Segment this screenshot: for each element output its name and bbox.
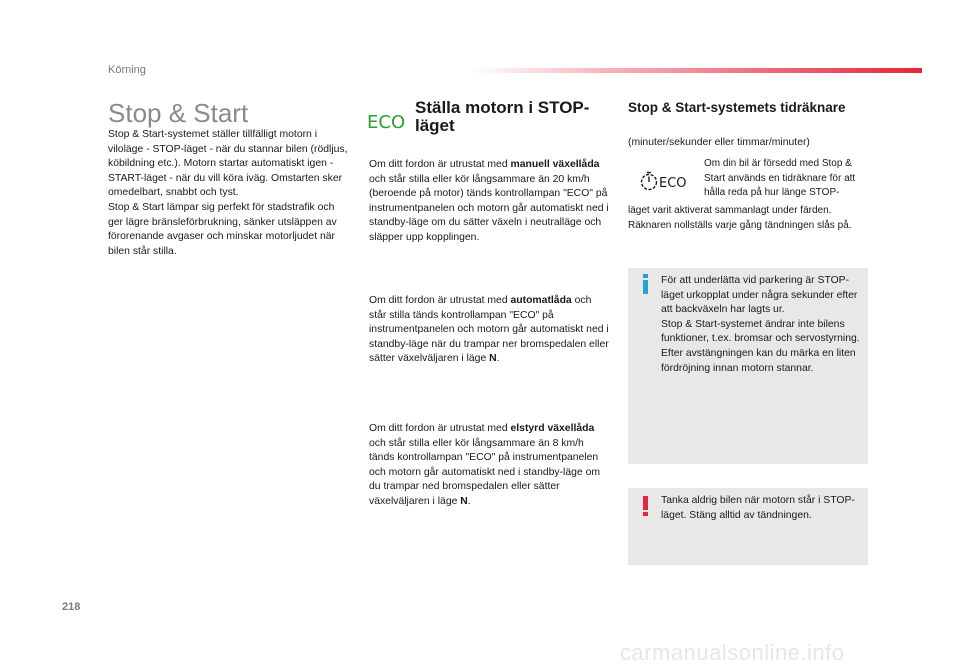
info-icon (639, 272, 653, 296)
info-text: För att underlätta vid parkering är STOP-läget urkopplat under några sekunder efter att backväxeln har lagts ur. Stop & Start-systemet ändrar inte bilens funktioner, t.ex. bromsar och servostyrning. Efter avstängningen kan du märka en liten fördröjning innan motorn stannar. (661, 275, 860, 374)
eco-icon (366, 110, 408, 132)
eco-icon-label: ECO (367, 112, 406, 132)
intro-paragraph-1: Stop & Start-systemet ställer tillfälligt motorn i viloläge - STOP-läget - när du stannar bilen (rödljus, köbildning etc.). Motorn startar automatiskt igen - START-läget - när du vill köra iväg. Omstarten sker omedelbart, snabbt och tyst. (108, 129, 348, 199)
page-title: Stop & Start (108, 98, 249, 128)
warning-text: Tanka aldrig bilen när motorn står i STOP-läget. Stäng alltid av tändningen. (661, 495, 855, 521)
section-label: Körning (108, 64, 146, 76)
timer-text-1: Om din bil är försedd med Stop & Start används en tidräknare för att hålla reda på hur länge STOP- (704, 158, 856, 199)
page-number: 218 (62, 601, 81, 613)
timer-icon-label: ECO (659, 176, 687, 191)
timer-subtitle: (minuter/sekunder eller timmar/minuter) (628, 137, 810, 148)
intro-paragraph-2: Stop & Start lämpar sig perfekt för stadstrafik och ger lägre bränsleförbrukning, sänker utsläppen av förorenande avgaser och minskar motorljudet när bilen står stilla. (108, 201, 337, 257)
info-box (628, 268, 868, 464)
intro-text (108, 128, 348, 259)
automatic-gearbox-paragraph: Om ditt fordon är utrustat med automatlåda och står stilla tänds kontrollampan "ECO" på instrumentpanelen och motorn går automatiskt ned i standby-läge när du trampar ner bromspedalen eller sätter växelväljaren i läge N. (369, 295, 609, 365)
stop-mode-heading: Ställa motorn i STOP-läget (415, 98, 590, 135)
warning-icon (639, 494, 653, 518)
timer-text-2: läget varit aktiverat sammanlagt under färden. Räknaren nollställs varje gång tändningen slås på. (628, 205, 852, 231)
warning-box (628, 488, 868, 565)
electric-gearbox-paragraph: Om ditt fordon är utrustat med elstyrd växellåda och står stilla eller kör långsammare än 8 km/h tänds kontrollampan "ECO" på instrumentpanelen och motorn går automatiskt ned i standby-läge om du trampar ned bromspedalen eller sätter växelväljaren i läge N. (369, 423, 601, 507)
header-accent-bar (470, 68, 922, 73)
timer-heading: Stop & Start-systemets tidräknare (628, 100, 846, 115)
stopwatch-eco-icon (640, 170, 690, 192)
manual-gearbox-paragraph: Om ditt fordon är utrustat med manuell växellåda och står stilla eller kör långsammare än 20 km/h (beroende på motor) tänds kontrollampan "ECO" på instrumentpanelen och motorn går automatiskt ned i standby-läge om du sätter växeln i neutralläge och släpper upp kopplingen. (369, 159, 609, 243)
watermark: carmanualsonline.info (620, 640, 845, 665)
